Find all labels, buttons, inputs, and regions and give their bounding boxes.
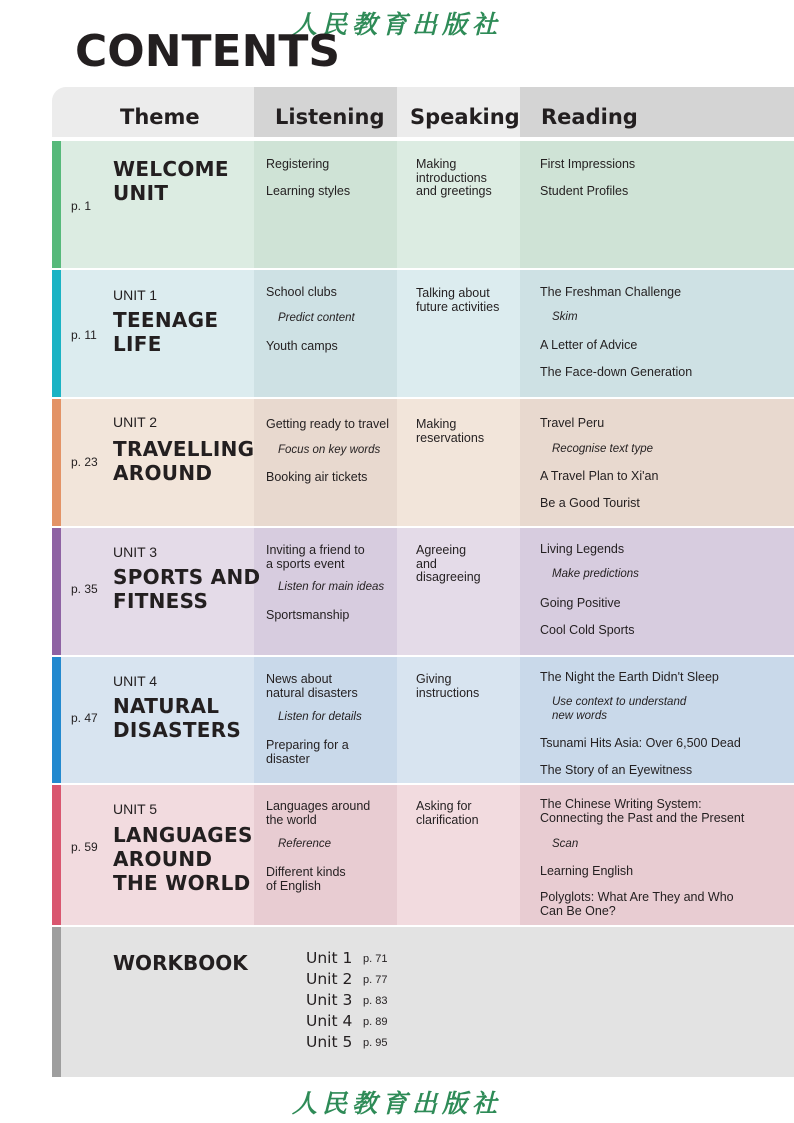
listening-item: Languages around the world (266, 799, 371, 827)
reading-item: Cool Cold Sports (540, 623, 635, 637)
reading-item: Polyglots: What Are They and Who Can Be One? (540, 890, 734, 918)
unit-row-5 (52, 785, 794, 925)
listening-skill: Listen for main ideas (278, 581, 385, 593)
listening-item: Registering (266, 157, 330, 171)
listening-item: Preparing for a disaster (266, 738, 349, 766)
listening-item: Different kinds of English (266, 865, 346, 893)
reading-item: Learning English (540, 864, 634, 878)
speaking-item: Asking for clarification (416, 799, 479, 827)
workbook-page: p. 95 (363, 1037, 388, 1049)
reading-item: The Face-down Generation (540, 365, 693, 379)
reading-item: Going Positive (540, 596, 621, 610)
reading-skill: Scan (552, 838, 579, 850)
speaking-item: Giving instructions (416, 672, 480, 700)
unit-color-bar (52, 141, 61, 268)
unit-row-3 (52, 528, 794, 655)
reading-skill: Recognise text type (552, 443, 654, 455)
reading-item: Be a Good Tourist (540, 496, 640, 510)
unit-title: NATURAL DISASTERS (113, 694, 242, 742)
listening-item: Learning styles (266, 184, 351, 198)
header-listening: Listening (254, 87, 397, 137)
reading-item: The Night the Earth Didn't Sleep (540, 670, 719, 684)
unit-page: p. 23 (71, 455, 98, 469)
unit-number: UNIT 5 (113, 801, 158, 817)
reading-item: Living Legends (540, 542, 625, 556)
listening-item: Sportsmanship (266, 608, 350, 622)
reading-skill: Make predictions (552, 568, 639, 580)
unit-row-1 (52, 270, 794, 397)
header-theme: Theme (52, 87, 254, 137)
reading-item: Tsunami Hits Asia: Over 6,500 Dead (540, 736, 741, 750)
header-reading: Reading (520, 87, 794, 137)
reading-item: The Story of an Eyewitness (540, 763, 693, 777)
workbook-unit: Unit 5 (306, 1033, 353, 1051)
workbook-row (52, 927, 794, 1077)
contents-table (52, 87, 794, 1077)
page-title: CONTENTS (75, 26, 341, 77)
unit-title: TRAVELLING AROUND (113, 437, 255, 485)
unit-page: p. 35 (71, 582, 98, 596)
reading-skill: Use context to understand new words (552, 696, 687, 722)
unit-number: UNIT 4 (113, 673, 158, 689)
unit-page: p. 47 (71, 711, 98, 725)
unit-color-bar (52, 528, 61, 655)
unit-page: p. 11 (71, 328, 97, 342)
listening-item: Youth camps (266, 339, 338, 353)
reading-skill: Skim (552, 311, 578, 323)
listening-item: Booking air tickets (266, 470, 368, 484)
listening-item: News about natural disasters (266, 672, 358, 700)
speaking-item: Agreeing and disagreeing (416, 543, 481, 584)
workbook-page: p. 89 (363, 1016, 388, 1028)
reading-item: Student Profiles (540, 184, 629, 198)
listening-skill: Predict content (278, 312, 355, 324)
reading-item: The Chinese Writing System: Connecting the Past and the Present (540, 797, 745, 825)
unit-row-4 (52, 657, 794, 783)
unit-row-2 (52, 399, 794, 526)
unit-row-welcome (52, 141, 794, 268)
workbook-title: WORKBOOK (113, 951, 248, 975)
unit-title: LANGUAGES AROUND THE WORLD (113, 823, 253, 895)
listening-skill: Focus on key words (278, 444, 381, 456)
workbook-page: p. 71 (363, 953, 388, 965)
unit-title: WELCOME UNIT (113, 157, 229, 205)
unit-title: SPORTS AND FITNESS (113, 565, 261, 613)
header-speaking: Speaking (397, 87, 520, 137)
unit-page: p. 59 (71, 840, 98, 854)
workbook-color-bar (52, 927, 61, 1077)
unit-color-bar (52, 657, 61, 783)
speaking-item: Making introductions and greetings (416, 157, 492, 198)
unit-number: UNIT 1 (113, 287, 158, 303)
listening-item: Getting ready to travel (266, 417, 389, 431)
reading-item: A Travel Plan to Xi'an (540, 469, 659, 483)
speaking-item: Talking about future activities (416, 286, 500, 314)
publisher-logo-bottom: 人民教育出版社 (291, 1089, 502, 1118)
unit-title: TEENAGE LIFE (113, 308, 219, 356)
publisher-logo-top: 人民教育出版社 (291, 10, 502, 39)
workbook-page: p. 77 (363, 974, 388, 986)
reading-item: First Impressions (540, 157, 636, 171)
listening-skill: Listen for details (278, 711, 362, 723)
workbook-unit: Unit 4 (306, 1012, 353, 1030)
unit-color-bar (52, 270, 61, 397)
reading-item: A Letter of Advice (540, 338, 638, 352)
reading-item: The Freshman Challenge (540, 285, 682, 299)
workbook-unit: Unit 3 (306, 991, 353, 1009)
unit-color-bar (52, 399, 61, 526)
listening-item: School clubs (266, 285, 337, 299)
workbook-unit: Unit 1 (306, 949, 353, 967)
workbook-page: p. 83 (363, 995, 388, 1007)
unit-color-bar (52, 785, 61, 925)
unit-number: UNIT 2 (113, 414, 158, 430)
reading-item: Travel Peru (540, 416, 605, 430)
speaking-item: Making reservations (416, 417, 485, 445)
listening-skill: Reference (278, 838, 332, 850)
workbook-unit: Unit 2 (306, 970, 353, 988)
unit-page: p. 1 (71, 199, 92, 213)
listening-item: Inviting a friend to a sports event (266, 543, 365, 571)
unit-number: UNIT 3 (113, 544, 158, 560)
